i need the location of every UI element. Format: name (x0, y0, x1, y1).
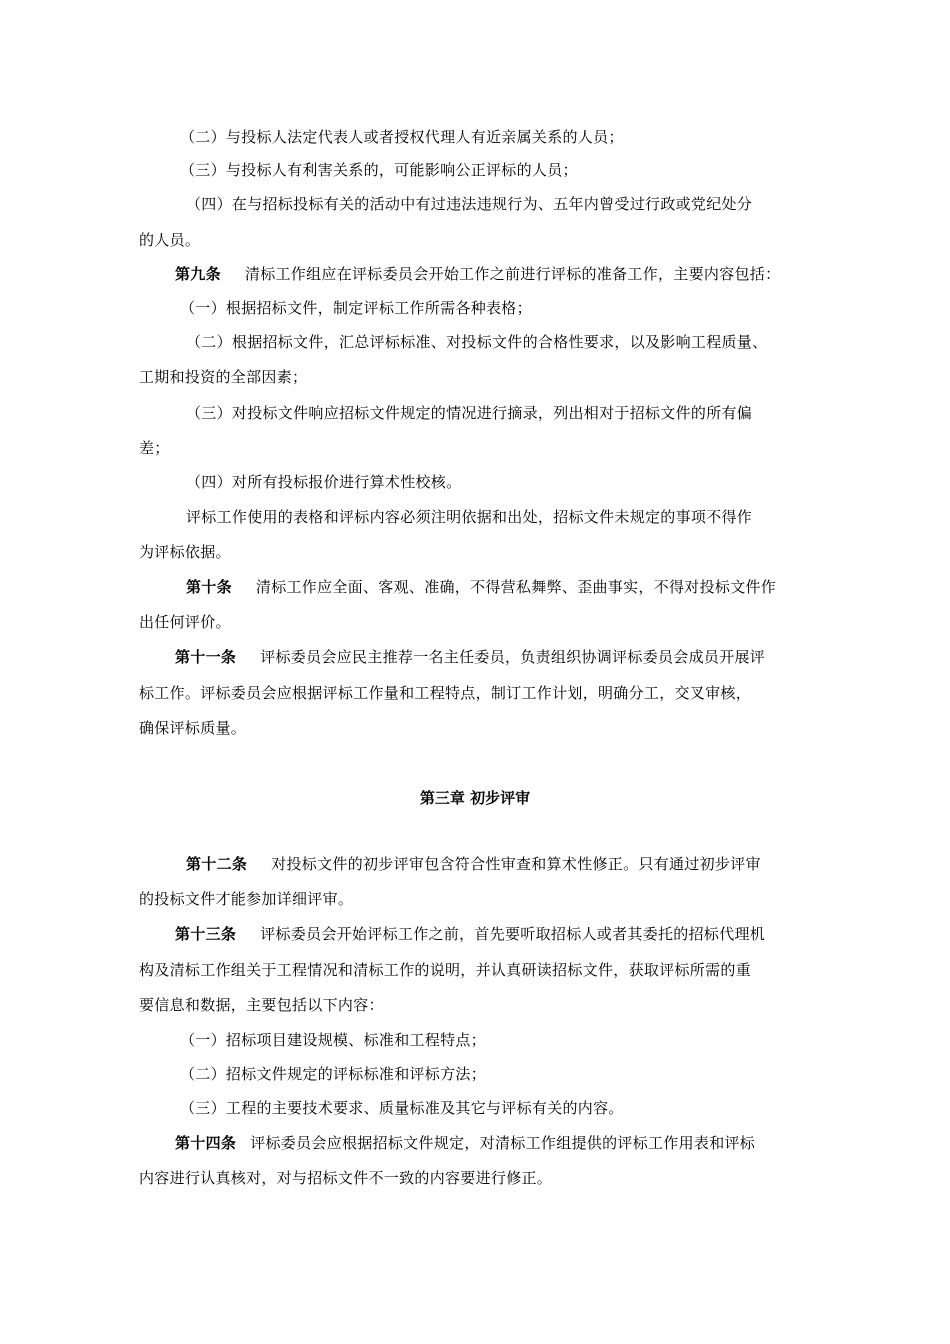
article-9 (175, 264, 780, 284)
text-line: 标工作。评标委员会应根据评标工作量和工程特点，制订工作计划，明确分工，交叉审核， (139, 684, 752, 702)
text-line: （三）对投标文件响应招标文件规定的情况进行摘录，列出相对于招标文件的所有偏 (186, 404, 753, 422)
article-9-label: 第九条 (175, 265, 221, 283)
text-line: （三）工程的主要技术要求、质量标准及其它与评标有关的内容。 (180, 1099, 624, 1117)
article-10-text: 清标工作应全面、客观、准确，不得营私舞弊、歪曲事实，不得对投标文件作 (255, 578, 777, 596)
text-line: 为评标依据。 (139, 543, 231, 561)
article-11 (175, 647, 765, 667)
article-10 (186, 577, 776, 597)
text-line: （二）招标文件规定的评标标准和评标方法； (180, 1065, 487, 1083)
article-11-text: 评标委员会应民主推荐一名主任委员，负责组织协调评标委员会成员开展评 (260, 648, 766, 666)
article-14-text: 评标委员会应根据招标文件规定，对清标工作组提供的评标工作用表和评标 (250, 1134, 756, 1152)
article-14-label: 第十四条 (175, 1134, 237, 1152)
chapter-heading: 第三章 初步评审 (419, 789, 531, 807)
text-line: （三）与投标人有利害关系的，可能影响公正评标的人员； (180, 161, 578, 179)
text-line: （一）根据招标文件，制定评标工作所需各种表格； (180, 299, 532, 317)
article-9-text: 清标工作组应在评标委员会开始工作之前进行评标的准备工作，主要内容包括： (244, 265, 781, 283)
article-10-label: 第十条 (186, 578, 232, 596)
article-13 (175, 924, 765, 944)
article-14 (175, 1133, 755, 1153)
article-13-label: 第十三条 (175, 925, 237, 943)
text-line: 要信息和数据，主要包括以下内容： (139, 996, 384, 1014)
text-line: 评标工作使用的表格和评标内容必须注明依据和出处，招标文件未规定的事项不得作 (186, 508, 753, 526)
text-line: 内容进行认真核对，对与招标文件不一致的内容要进行修正。 (139, 1169, 553, 1187)
text-line: 的人员。 (139, 231, 201, 249)
article-12-label: 第十二条 (186, 855, 248, 873)
text-line: （一）招标项目建设规模、标准和工程特点； (180, 1031, 487, 1049)
text-line: 工期和投资的全部因素； (139, 368, 308, 386)
text-line: 出任何评价。 (139, 613, 231, 631)
text-line: （二）根据招标文件，汇总评标标准、对投标文件的合格性要求，以及影响工程质量、 (186, 333, 768, 351)
text-line: 构及清标工作组关于工程情况和清标工作的说明，并认真研读招标文件，获取评标所需的重 (139, 961, 752, 979)
article-12-text: 对投标文件的初步评审包含符合性审查和算术性修正。只有通过初步评审 (271, 855, 761, 873)
text-line: （四）在与招标投标有关的活动中有过违法违规行为、五年内曾受过行政或党纪处分 (186, 195, 753, 213)
article-13-text: 评标委员会开始评标工作之前，首先要听取招标人或者其委托的招标代理机 (260, 925, 766, 943)
text-line: 确保评标质量。 (139, 719, 247, 737)
text-line: （二）与投标人法定代表人或者授权代理人有近亲属关系的人员； (180, 128, 624, 146)
text-line: （四）对所有投标报价进行算术性校核。 (186, 473, 462, 491)
article-11-label: 第十一条 (175, 648, 237, 666)
text-line: 差； (139, 439, 170, 457)
text-line: 的投标文件才能参加详细评审。 (139, 890, 354, 908)
article-12 (186, 854, 761, 874)
